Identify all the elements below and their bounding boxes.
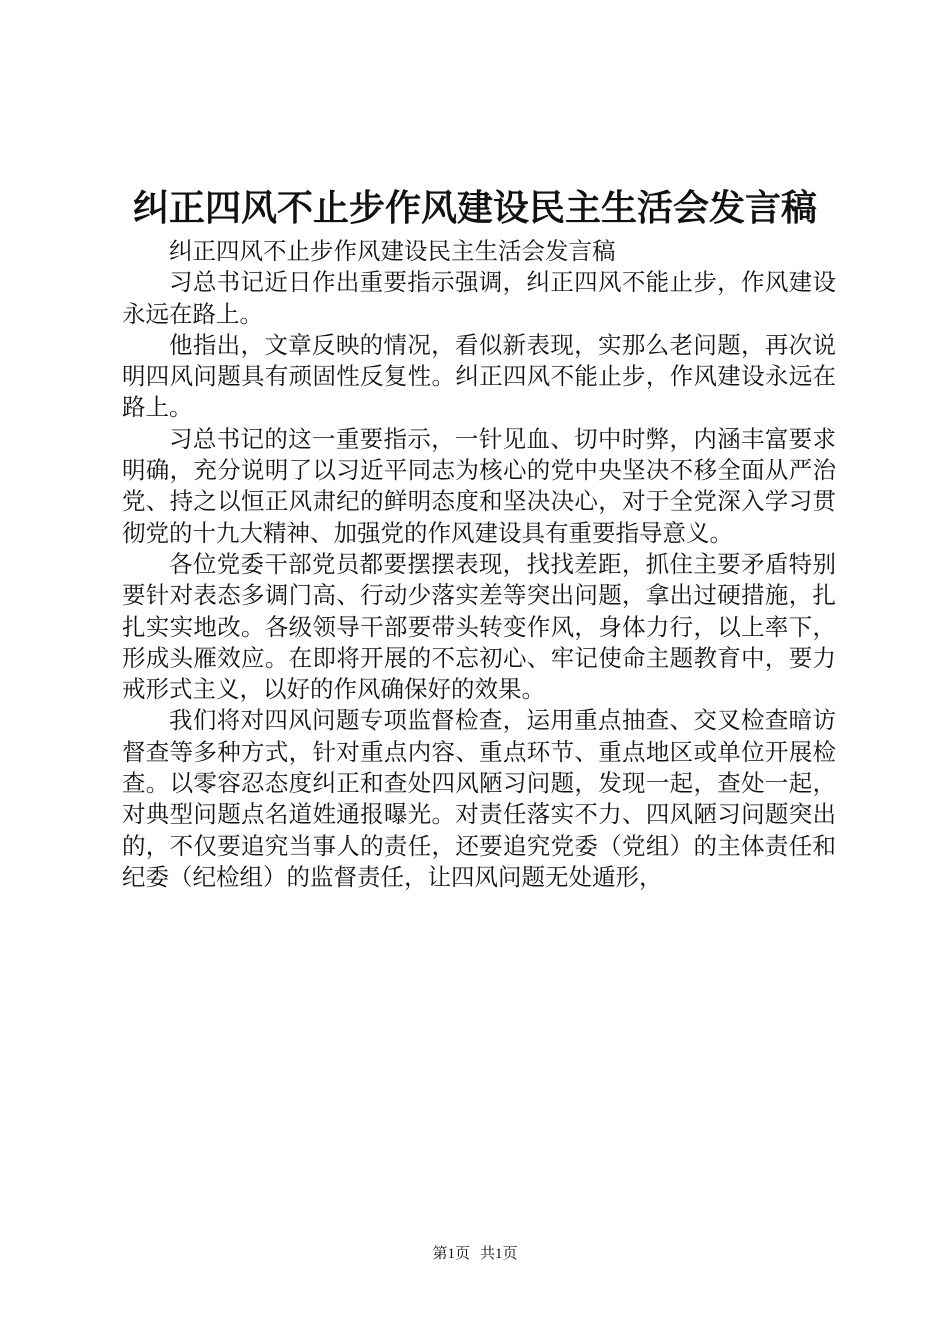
paragraph: 各位党委干部党员都要摆摆表现，找找差距，抓住主要矛盾特别要针对表态多调门高、行动少落实差等突出问题，拿出过硬措施，扎扎实实地改。各级领导干部要带头转变作风，身体力行，以上率下，形成头雁效应。在即将开展的不忘初心、牢记使命主题教育中，要力戒形式主义，以好的作风确保好的效果。 bbox=[122, 549, 836, 704]
page-number-current: 第1页 bbox=[432, 1246, 470, 1262]
paragraph-subtitle: 纠正四风不止步作风建设民主生活会发言稿 bbox=[169, 237, 616, 265]
page-number-total: 共1页 bbox=[480, 1246, 518, 1262]
document-body bbox=[122, 236, 836, 893]
page-footer bbox=[0, 1244, 950, 1264]
paragraph: 我们将对四风问题专项监督检查，运用重点抽查、交叉检查暗访督查等多种方式，针对重点内容、重点环节、重点地区或单位开展检查。以零容忍态度纠正和查处四风陋习问题，发现一起，查处一起，对典型问题点名道姓通报曝光。对责任落实不力、四风陋习问题突出的，不仅要追究当事人的责任，还要追究党委（党组）的主体责任和纪委（纪检组）的监督责任，让四风问题无处遁形， bbox=[122, 706, 836, 891]
paragraph: 他指出，文章反映的情况，看似新表现，实那么老问题，再次说明四风问题具有顽固性反复性。纠正四风不能止步，作风建设永远在路上。 bbox=[122, 330, 836, 422]
paragraph: 习总书记的这一重要指示，一针见血、切中时弊，内涵丰富要求明确，充分说明了以习近平同志为核心的党中央坚决不移全面从严治党、持之以恒正风肃纪的鲜明态度和坚决决心，对于全党深入学习贯彻党的十九大精神、加强党的作风建设具有重要指导意义。 bbox=[122, 424, 836, 547]
paragraph: 习总书记近日作出重要指示强调，纠正四风不能止步，作风建设永远在路上。 bbox=[122, 268, 836, 328]
page-title: 纠正四风不止步作风建设民主生活会发言稿 bbox=[132, 187, 817, 229]
